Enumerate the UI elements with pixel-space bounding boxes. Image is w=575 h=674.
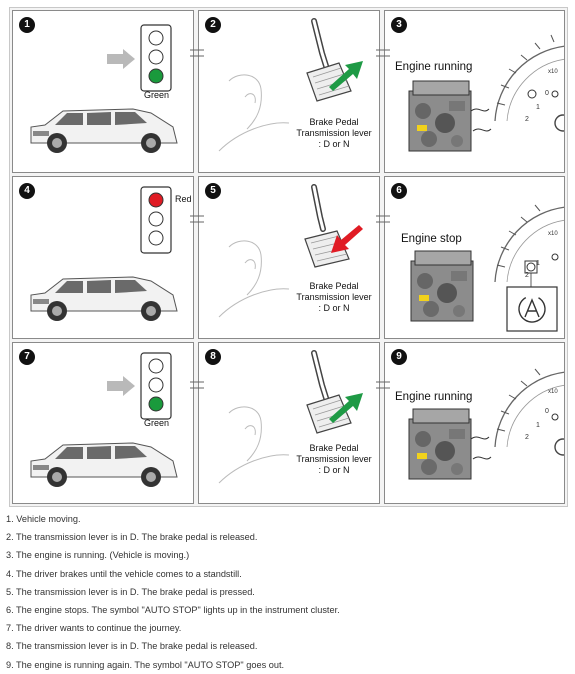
svg-text:1: 1 <box>536 104 540 111</box>
diagram-grid <box>9 7 568 507</box>
svg-text:0: 0 <box>545 408 549 415</box>
caption-line: Transmission lever <box>296 292 372 302</box>
step-item: 7. The driver wants to continue the journey. <box>6 623 182 634</box>
svg-text:1: 1 <box>536 260 540 267</box>
svg-text:0: 0 <box>545 90 549 97</box>
svg-text:x10: x10 <box>548 69 558 75</box>
engine-icon <box>385 177 565 339</box>
step-badge-4: 4 <box>19 183 35 199</box>
steps-list <box>6 510 566 674</box>
panel-2-brake-released <box>198 10 380 173</box>
step-badge-9: 9 <box>391 349 407 365</box>
step-item: 1. Vehicle moving. <box>6 514 81 524</box>
caption-line: : D or N <box>318 303 350 313</box>
engine-icon <box>385 343 565 504</box>
step-item: 8. The transmission lever is in D. The brake pedal is released. <box>6 641 258 652</box>
engine-status-title-6: Engine stop <box>401 233 462 245</box>
step-item: 4. The driver brakes until the vehicle comes to a standstill. <box>6 568 242 579</box>
step-item: 5. The transmission lever is in D. The brake pedal is pressed. <box>6 586 255 597</box>
caption-line: : D or N <box>318 465 350 475</box>
caption-line: Brake Pedal <box>309 281 359 291</box>
caption-line: : D or N <box>318 139 350 149</box>
light-label-green: Green <box>144 418 170 428</box>
engine-status-title-3: Engine running <box>395 61 473 73</box>
step-badge-6: 6 <box>391 183 407 199</box>
step-badge-3: 3 <box>391 17 407 33</box>
step-badge-5: 5 <box>205 183 221 199</box>
engine-icon <box>385 11 565 173</box>
svg-text:2: 2 <box>525 116 529 123</box>
svg-text:1: 1 <box>536 422 540 429</box>
connector <box>190 378 204 392</box>
svg-text:2: 2 <box>525 272 529 279</box>
panel-6-engine-stop <box>384 176 565 339</box>
step-item: 3. The engine is running. (Vehicle is moving.) <box>6 550 190 561</box>
suv-car-icon <box>13 11 194 173</box>
engine-status-title-9: Engine running <box>395 391 473 403</box>
pedal-caption-2 <box>291 117 377 150</box>
step-badge-7: 7 <box>19 349 35 365</box>
svg-text:x10: x10 <box>548 231 558 237</box>
step-badge-8: 8 <box>205 349 221 365</box>
connector <box>190 212 204 226</box>
caption-line: Transmission lever <box>296 128 372 138</box>
panel-4-vehicle-stopping <box>12 176 194 339</box>
panel-7-continue-journey <box>12 342 194 504</box>
connector <box>190 46 204 60</box>
step-badge-1: 1 <box>19 17 35 33</box>
panel-3-engine-running <box>384 10 565 173</box>
light-label-red: Red <box>175 194 192 204</box>
suv-car-icon <box>13 343 194 504</box>
panel-5-brake-pressed <box>198 176 380 339</box>
svg-text:2: 2 <box>525 434 529 441</box>
pedal-caption-5 <box>291 281 377 314</box>
connector <box>376 46 390 60</box>
caption-line: Brake Pedal <box>309 443 359 453</box>
suv-car-icon <box>13 177 194 339</box>
panel-8-brake-released <box>198 342 380 504</box>
pedal-caption-8 <box>291 443 377 476</box>
step-item: 9. The engine is running again. The symbol "AUTO STOP" goes out. <box>6 659 285 670</box>
brake-pedal-pressed-illustration <box>199 177 380 339</box>
step-badge-2: 2 <box>205 17 221 33</box>
panel-9-engine-running <box>384 342 565 504</box>
connector <box>376 212 390 226</box>
caption-line: Transmission lever <box>296 454 372 464</box>
brake-pedal-released-illustration <box>199 343 380 504</box>
step-item: 2. The transmission lever is in D. The brake pedal is released. <box>6 532 258 543</box>
step-item: 6. The engine stops. The symbol "AUTO STOP" lights up in the instrument cluster. <box>6 604 340 615</box>
svg-text:x10: x10 <box>548 389 558 395</box>
connector <box>376 378 390 392</box>
panel-1-vehicle-moving <box>12 10 194 173</box>
caption-line: Brake Pedal <box>309 117 359 127</box>
light-label-green: Green <box>144 90 170 100</box>
